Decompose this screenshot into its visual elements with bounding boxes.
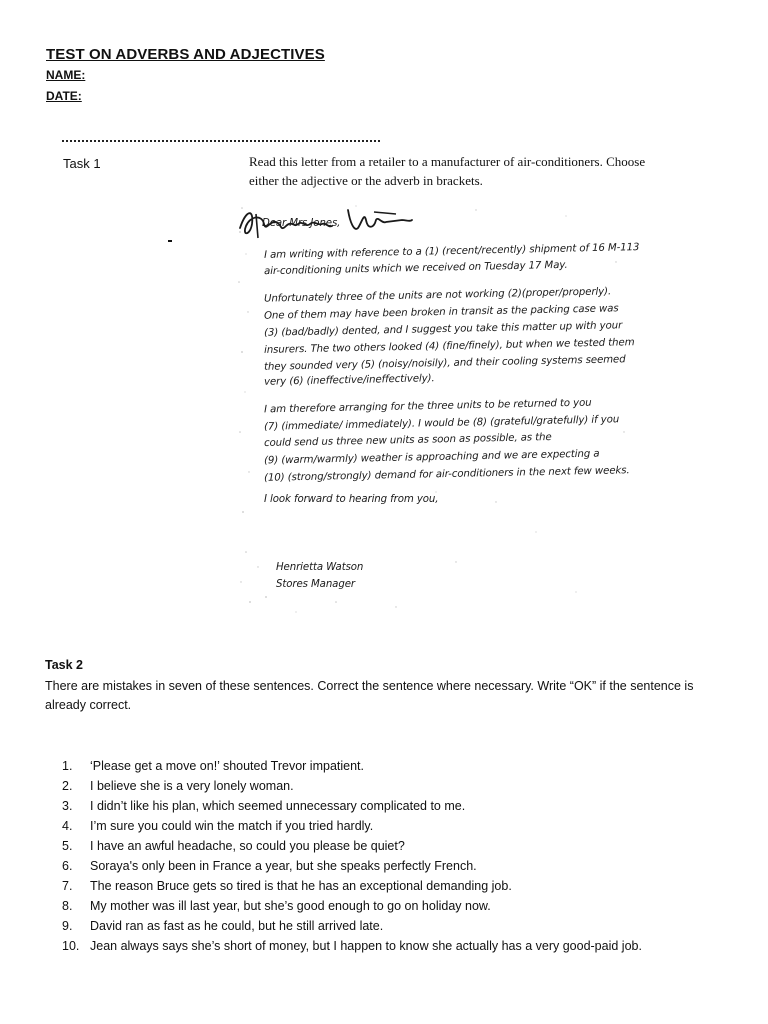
item-text: My mother was ill last year, but she’s good enough to go on holiday now. [90,899,491,913]
list-item [62,876,642,896]
signature-name: Henrietta Watson [276,562,364,573]
task2-label: Task 2 [45,658,83,672]
letter-line: could send us three new units as soon as possible, as the [263,431,552,450]
item-text: I have an awful headache, so could you please be quiet? [90,839,405,853]
item-text: I didn’t like his plan, which seemed unnecessary complicated to me. [90,799,466,813]
letter-line: very (6) (ineffective/ineffectively). [263,373,435,388]
sentence-list [62,756,642,956]
letter-line: air-conditioning units which we received on Tuesday 17 May. [263,259,568,278]
list-item [62,856,642,876]
letter-line: I am therefore arranging for the three units to be returned to you [263,397,592,416]
letter-line: (10) (strong/strongly) demand for air-conditioners in the next few weeks. [263,465,630,484]
dotted-divider [62,140,380,142]
name-field-label: NAME: [46,68,86,82]
item-text: David ran as fast as he could, but he still arrived late. [90,919,384,933]
list-item [62,916,642,936]
letter-line: One of them may have been broken in transit as the packing case was [263,303,619,322]
task2-instructions: There are mistakes in seven of these sentences. Correct the sentence where necessary. Write “OK” if the sentence is already correct. [45,679,694,712]
list-item [62,816,642,836]
item-text: The reason Bruce gets so tired is that he has an exceptional demanding job. [90,879,512,893]
item-text: Jean always says she’s short of money, but I happen to know she actually has a very good-paid job. [90,939,642,953]
letter-line: Unfortunately three of the units are not working (2)(proper/properly). [263,286,612,305]
letter-line: they sounded very (5) (noisy/noisily), and their cooling systems seemed [263,354,626,373]
page-title: TEST ON ADVERBS AND ADJECTIVES [46,46,325,63]
letter-line: (7) (immediate/ immediately). I would be (8) (grateful/gratefully) if you [263,414,620,433]
task1-label: Task 1 [63,156,101,171]
item-text: I’m sure you could win the match if you tried hardly. [90,819,374,833]
list-item [62,936,642,956]
item-number: 4. [62,819,73,833]
item-number: 9. [62,919,73,933]
item-number: 10. [62,939,80,953]
date-field-label: DATE: [46,89,82,103]
signature-title: Stores Manager [276,579,355,590]
list-item [62,756,642,776]
item-text: I believe she is a very lonely woman. [90,779,294,793]
letter-line: insurers. The two others looked (4) (fine/finely), but when we tested them [263,337,635,356]
list-item [62,836,642,856]
list-item [62,896,642,916]
letter-greeting: Dear Mrs Jones, [262,218,341,229]
stray-mark [168,240,172,242]
letter-line: (9) (warm/warmly) weather is approaching and we are expecting a [263,448,600,467]
item-number: 6. [62,859,73,873]
item-number: 5. [62,839,73,853]
list-item [62,796,642,816]
handwritten-signature [236,202,416,242]
item-text: ‘Please get a move on!’ shouted Trevor impatient. [90,759,364,773]
item-number: 8. [62,899,73,913]
letter-closing: I look forward to hearing from you, [264,494,439,505]
item-number: 7. [62,879,73,893]
item-text: Soraya's only been in France a year, but she speaks perfectly French. [90,859,477,873]
item-number: 2. [62,779,73,793]
item-number: 3. [62,799,73,813]
letter-line: (3) (bad/badly) dented, and I suggest you take this matter up with your [263,320,623,339]
scanned-letter [236,202,646,620]
list-item [62,776,642,796]
letter-line: I am writing with reference to a (1) (recent/recently) shipment of 16 M-113 [263,242,640,261]
item-number: 1. [62,759,73,773]
task1-intro: Read this letter from a retailer to a manufacturer of air-conditioners. Choose either the adjective or the adverb in brackets. [249,154,646,188]
